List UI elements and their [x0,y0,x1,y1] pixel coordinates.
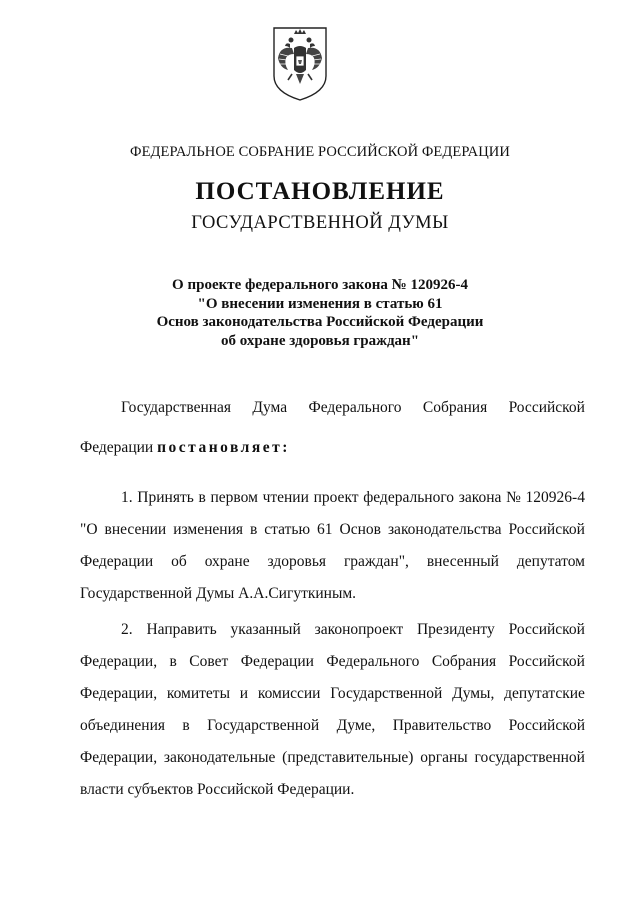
issuing-body: ГОСУДАРСТВЕННОЙ ДУМЫ [191,213,449,233]
subject-line: Основ законодательства Российской Федерации [156,314,484,330]
item-1-line: Государственной Думы А.А.Сигуткиным. [80,585,357,602]
item-1-line: Федерации об охране здоровья граждан", внесенный депутатом [80,553,585,570]
item-2-line: объединения в Государственной Думе, Правительство Российской [80,717,585,734]
document-subject [0,276,640,350]
resolution-keyword: постановляет: [157,439,290,456]
item-2-line: Федерации, законодательные (представительные) органы государственной [80,749,585,766]
document-type: ПОСТАНОВЛЕНИЕ [195,178,445,205]
preamble [80,398,585,458]
item-2-line: 2. Направить указанный законопроект Президенту Российской [121,621,585,638]
item-2-line: власти субъектов Российской Федерации. [80,781,355,798]
subject-line: об охране здоровья граждан" [220,332,420,349]
item-1 [80,488,585,604]
item-2-line: Федерации, в Совет Федерации Федерального Собрания Российской [80,653,585,670]
item-2 [80,620,585,800]
subject-line: О проекте федерального закона № 120926-4 [172,277,468,293]
item-2-line: Федерации, комитеты и комиссии Государственной Думы, депутатские [80,685,585,702]
item-1-line: 1. Принять в первом чтении проект федерального закона № 120926-4 [121,489,585,506]
preamble-line: Государственная Дума Федерального Собрания Российской [121,399,585,416]
item-1-line: "О внесении изменения в статью 61 Основ законодательства Российской [80,521,585,538]
parliament-name: ФЕДЕРАЛЬНОЕ СОБРАНИЕ РОССИЙСКОЙ ФЕДЕРАЦИИ [130,144,510,160]
subject-line: "О внесении изменения в статью 61 [197,295,443,312]
coat-of-arms-icon [270,24,330,104]
preamble-line: Федерации постановляет: [80,439,290,456]
